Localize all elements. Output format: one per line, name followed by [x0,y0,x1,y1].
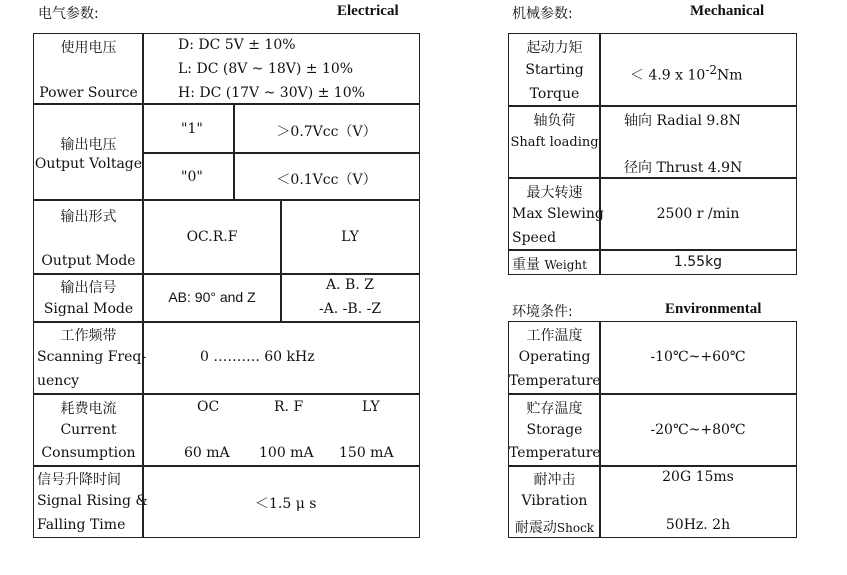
signal-mode-label-cell [33,273,144,323]
shaft-label-en: Shaft loading [510,135,599,150]
shock-label-cn1: 耐冲击 [533,472,576,488]
operating-label-en2: Temperature [509,373,601,389]
current-label-en2: Consumption [41,445,136,461]
scanning-value: 0 ………. 60 kHz [200,349,315,365]
torque-label-cn: 起动力矩 [526,40,583,56]
current-label-cell [33,393,144,467]
weight-value: 1.55kg [673,254,723,270]
shaft-thrust: 径向 Thrust 4.9N [624,160,743,176]
storage-label-cn: 贮存温度 [526,401,583,417]
rising-label-en2: Falling Time [37,517,126,533]
shock-label-cn2: 耐震动 [514,520,557,536]
shaft-label-cell [508,105,601,179]
environmental-header-en: Environmental [665,301,762,317]
power-value-cell [142,33,420,105]
weight-label-cn: 重量 [512,257,540,273]
mechanical-header-en: Mechanical [690,3,765,19]
shock-value1: 20G 15ms [662,469,734,485]
slewing-label-cn: 最大转速 [526,185,583,201]
rising-label-cell [33,465,148,538]
shock-label-en: Vibration [521,493,588,509]
current-label-en1: Current [60,422,117,438]
signal-mode-val2-cell [280,273,420,323]
output-mode-label-cell [33,199,144,275]
torque-label-cell [508,33,601,107]
power-label-cn: 使用电压 [60,40,117,56]
shock-value-cell [599,465,797,538]
output-high-val-cell [233,103,420,154]
output-mode-label-cn: 输出形式 [60,209,117,225]
current-value-oc: 60 mA [184,445,230,461]
scanning-label-en1: Scanning Freq- [37,349,147,365]
slewing-label-en1: Max Slewing [512,206,604,222]
operating-value-cell [599,321,797,395]
operating-label-cn: 工作温度 [526,328,583,344]
output-voltage-label-cn: 输出电压 [60,137,117,153]
storage-value-cell [599,393,797,467]
environmental-header-cn: 环境条件: [512,304,573,320]
mechanical-header-cn: 机械参数: [512,6,573,22]
slewing-value: 2500 r /min [656,206,740,222]
storage-label-cell [508,393,601,467]
signal-mode-val1-cell [142,273,282,323]
signal-mode-label-en: Signal Mode [43,301,134,317]
current-label-cn: 耗费电流 [60,401,117,417]
operating-label-cell [508,321,601,395]
output-high-key-cell [142,103,235,154]
rising-value-cell [142,465,420,538]
rising-label-en1: Signal Rising & [37,493,148,509]
electrical-header-cn: 电气参数: [38,6,99,22]
shock-label-en2: Shock [556,521,595,535]
power-line-l: L: DC (8V ~ 18V) ± 10% [178,61,354,77]
current-value-ly: 150 mA [339,445,394,461]
signal-mode-val2a: A. B. Z [326,277,374,293]
scanning-label-cn: 工作频带 [60,328,117,344]
slewing-label-cell [508,177,604,251]
power-line-d: D: DC 5V ± 10% [178,37,296,53]
power-label-en: Power Source [39,85,138,101]
output-voltage-label-en: Output Voltage [34,156,143,172]
current-type-ly: LY [362,399,380,415]
output-low-val-cell [233,152,420,201]
torque-label-en2: Torque [529,86,580,102]
output-high-val: ＞0.7Vcc（V） [276,124,377,140]
shaft-label-cn: 轴负荷 [533,113,576,129]
weight-value-cell [599,249,797,275]
signal-mode-val1: AB: 90° and Z [168,289,256,305]
torque-value-main: ＜ 4.9 x 10 [630,67,706,84]
shock-label-cell [508,465,601,538]
output-high-key: "1" [181,121,203,137]
output-mode-opt1: OC.R.F [186,229,238,245]
storage-value: -20℃~+80℃ [650,422,746,438]
shock-value2: 50Hz. 2h [665,517,731,533]
shock-label-line3 [509,517,600,537]
output-mode-opt1-cell [142,199,282,275]
operating-value: -10℃~+60℃ [650,349,746,365]
signal-mode-val2b: -A. -B. -Z [318,301,382,317]
rising-value: ＜1.5 μ s [255,496,317,512]
output-mode-label-en: Output Mode [41,253,136,269]
current-value-rf: 100 mA [259,445,314,461]
output-low-key-cell [142,152,235,201]
operating-label-en1: Operating [518,349,591,365]
storage-label-en1: Storage [526,422,583,438]
output-voltage-label-cell [33,103,144,201]
weight-label-cell [508,249,601,275]
output-low-val: ＜0.1Vcc（V） [276,172,377,188]
output-mode-opt2: LY [341,229,359,245]
slewing-label-en2: Speed [512,230,557,246]
signal-mode-label-cn: 输出信号 [60,280,117,296]
scanning-value-cell [142,321,420,395]
torque-value-unit: Nm [717,67,743,84]
rising-label-cn: 信号升降时间 [37,472,121,488]
scanning-label-en2: uency [37,373,80,389]
output-mode-opt2-cell [280,199,420,275]
current-type-oc: OC [197,399,220,415]
electrical-header-en: Electrical [337,3,399,19]
weight-label-en: Weight [544,258,587,272]
power-label-cell [33,33,144,105]
weight-label [512,254,587,274]
slewing-value-cell [599,177,797,251]
torque-value-exp: -2 [705,63,718,77]
shaft-radial: 轴向 Radial 9.8N [624,113,741,129]
power-line-h: H: DC (17V ~ 30V) ± 10% [178,85,365,101]
output-low-key: "0" [181,169,203,185]
current-value-cell [142,393,420,467]
torque-label-en1: Starting [525,62,584,78]
scanning-label-cell [33,321,147,395]
storage-label-en2: Temperature [509,445,601,461]
torque-value-cell [599,33,797,107]
torque-value [630,63,743,85]
shaft-value-cell [599,105,797,179]
current-type-rf: R. F [274,399,304,415]
